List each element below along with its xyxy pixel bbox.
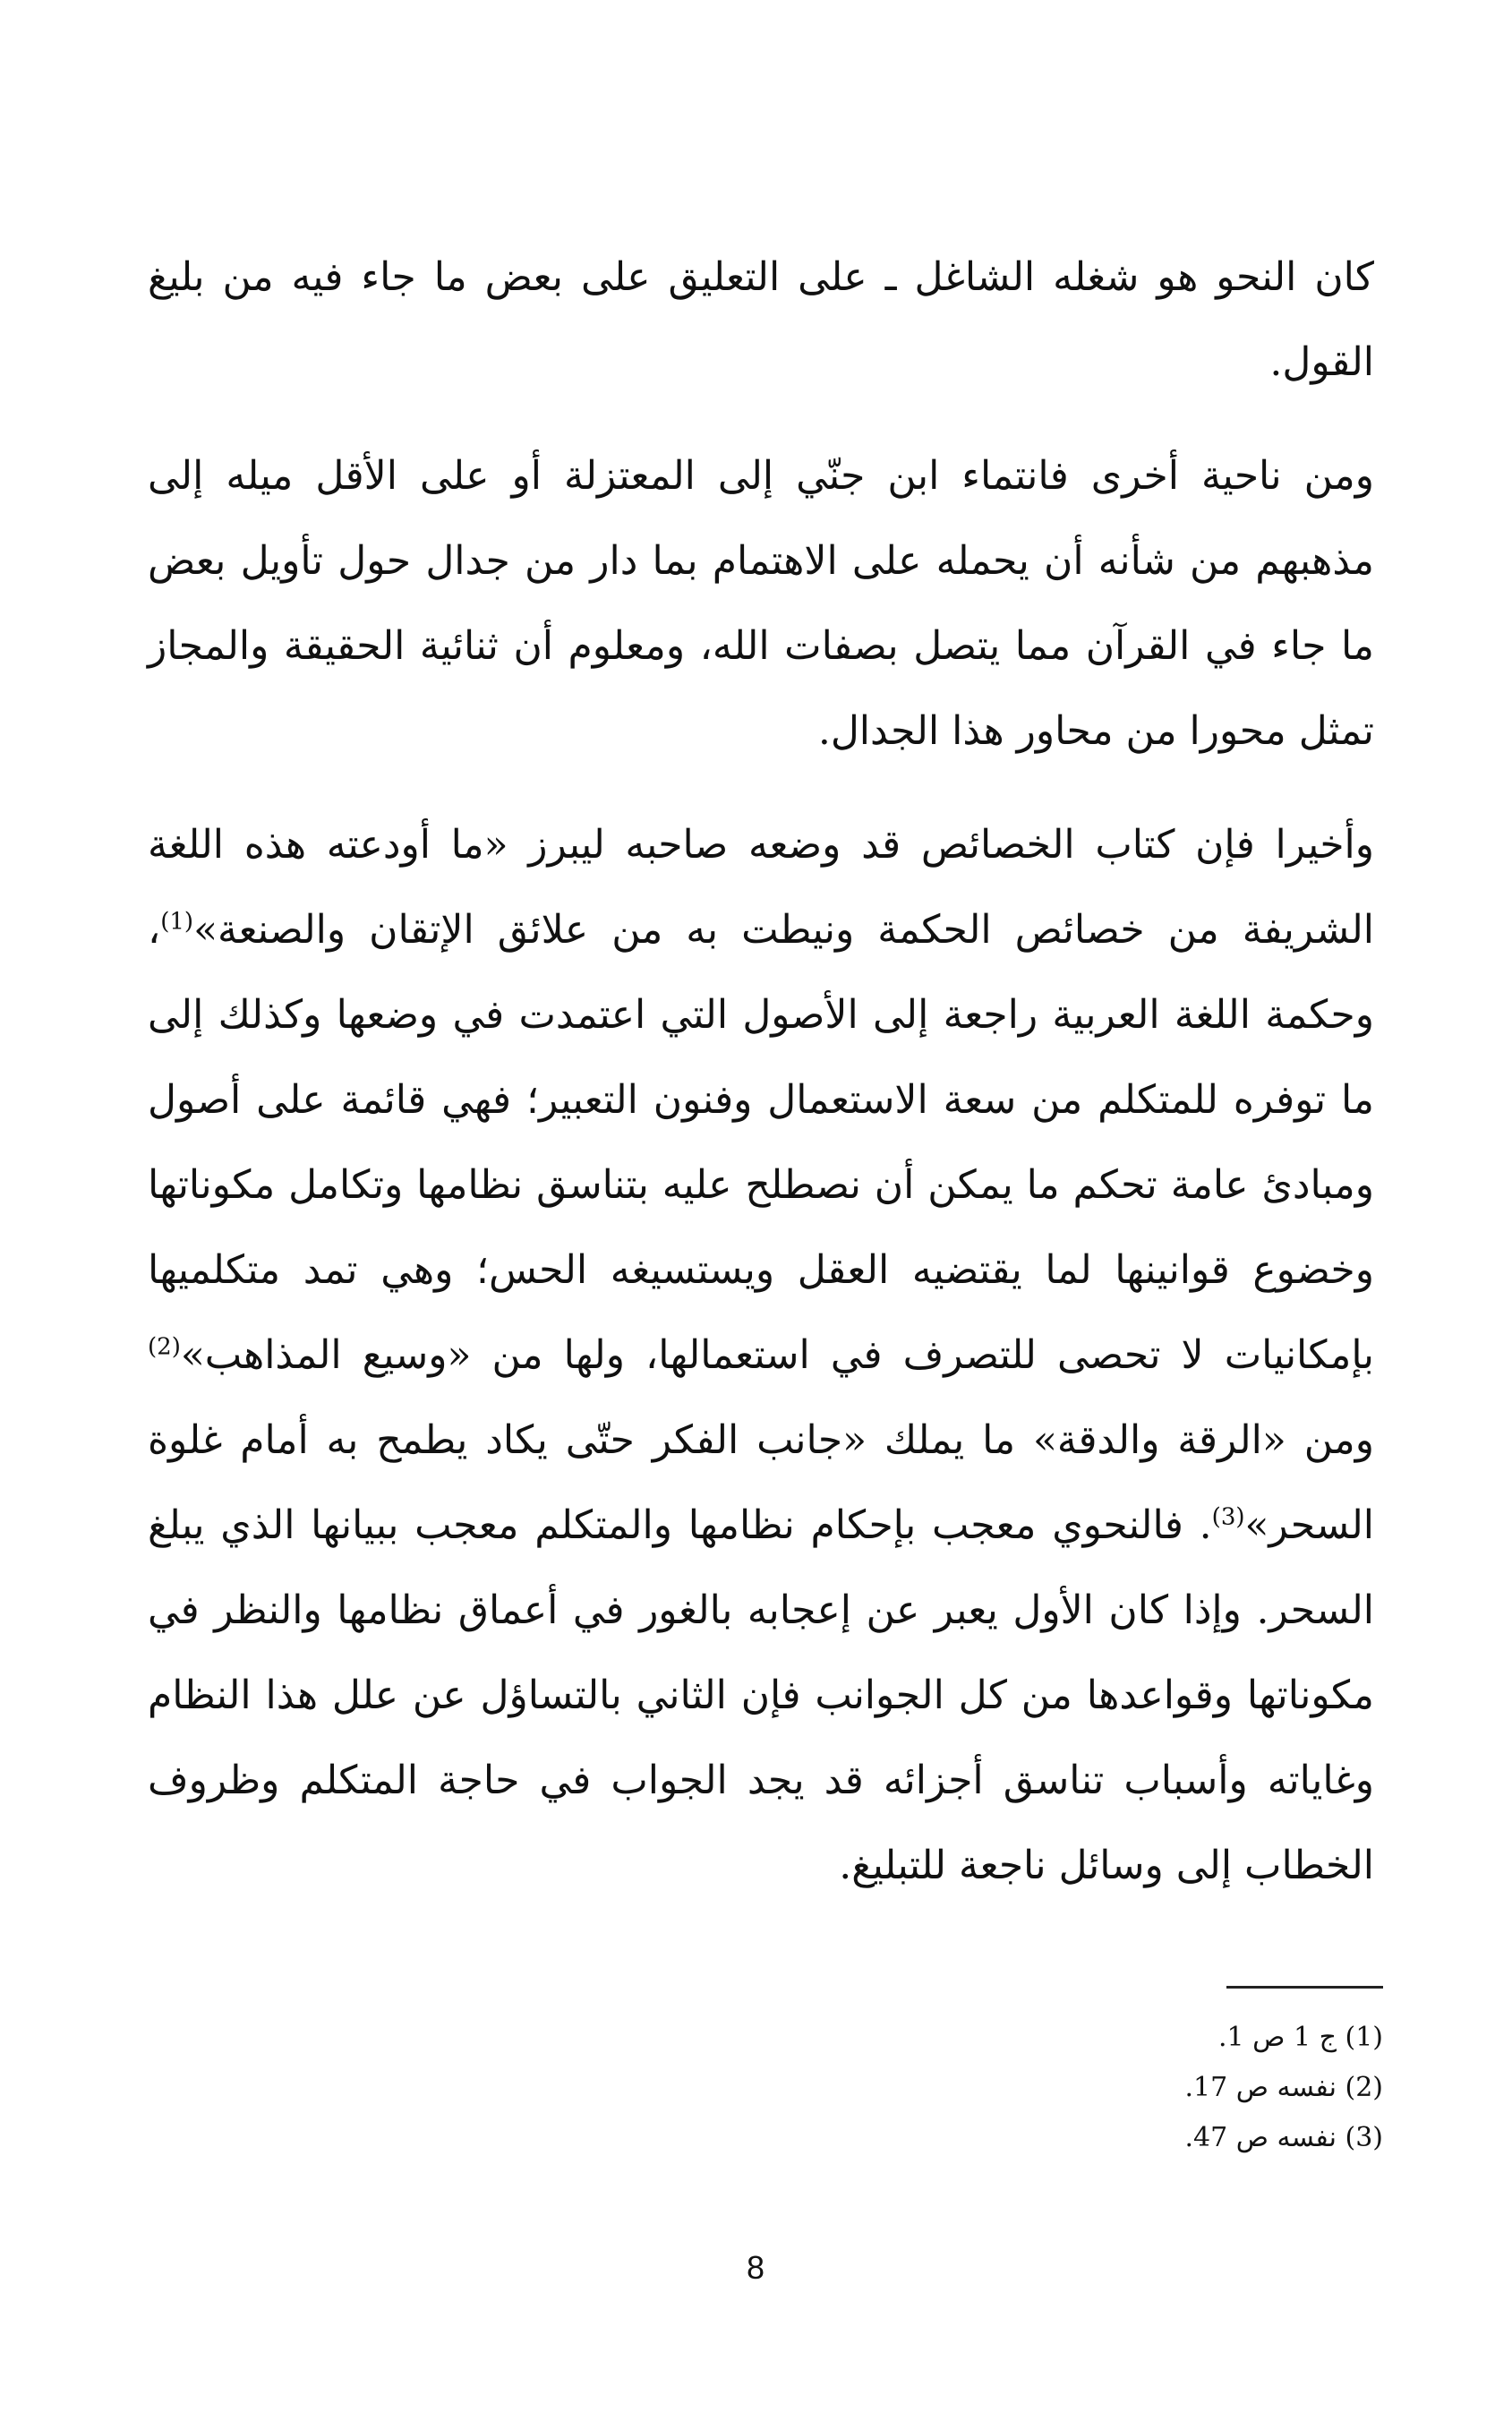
footnote-reference-1: (1) [160,908,194,936]
footnote-2: (2) نفسه ص 17. [1184,2072,1383,2103]
paragraph-2 [148,433,1374,774]
footnote-reference-2: (2) [148,1333,181,1361]
paragraph-text: ومن ناحية أخرى فانتماء ابن جنّي إلى المعتزلة أو على الأقل ميله إلى مذهبهم من شأنه أن يحمله على الاهتمام بما دار من جدال حول تأويل بعض ما جاء في القرآن مما يتصل بصفات الله، ومعلوم أن ثنائية الحقيقة والمجاز تمثل محورا من محاور هذا الجدال. [148,453,1374,754]
footnote-reference-3: (3) [1211,1503,1245,1531]
page-number: 8 [746,2249,765,2286]
paragraph-text: . فالنحوي معجب بإحكام نظامها والمتكلم معجب ببيانها الذي يبلغ السحر. وإذا كان الأول يعبر عن إعجابه بالغور في أعماق نظامها والنظر في مكوناتها وقواعدها من كل الجوانب فإن الثاني بالتساؤل عن علل هذا النظام وغاياته وأسباب تناسق أجزائه قد يجد الجواب في حاجة المتكلم وظروف الخطاب إلى وسائل ناجعة للتبليغ. [148,1502,1374,1888]
paragraph-text: كان النحو هو شغله الشاغل ـ على التعليق على بعض ما جاء فيه من بليغ القول. [148,254,1374,385]
footnote-1: (1) ج 1 ص 1. [1217,2022,1383,2053]
footnote-separator [1226,1986,1383,1989]
footnotes [985,2013,1383,2163]
footnote-3: (3) نفسه ص 47. [1184,2122,1383,2153]
paragraph-text: وأخيرا فإن كتاب الخصائص قد وضعه صاحبه ليبرز «ما أودعته هذه اللغة الشريفة من خصائص الحكمة ونيطت به من علائق الإتقان والصنعة» [148,822,1374,953]
paragraph-3 [148,802,1374,1908]
paragraph-text: ، وحكمة اللغة العربية راجعة إلى الأصول التي اعتمدت في وضعها وكذلك إلى ما توفره للمتكلم من سعة الاستعمال وفنون التعبير؛ فهي قائمة على أصول ومبادئ عامة تحكم ما يمكن أن نصطلح عليه بتناسق نظامها وتكامل مكوناتها وخضوع قوانينها لما يقتضيه العقل ويستسيغه الحس؛ وهي تمد متكلميها بإمكانيات لا تحصى للتصرف في استعمالها، ولها من «وسيع المذاهب» [148,907,1374,1378]
paragraph-text: ومن «الرقة والدقة» ما يملك «جانب الفكر حتّى يكاد يطمح به أمام غلوة السحر» [148,1417,1374,1548]
main-text [148,235,1374,1908]
paragraph-1 [148,235,1374,405]
